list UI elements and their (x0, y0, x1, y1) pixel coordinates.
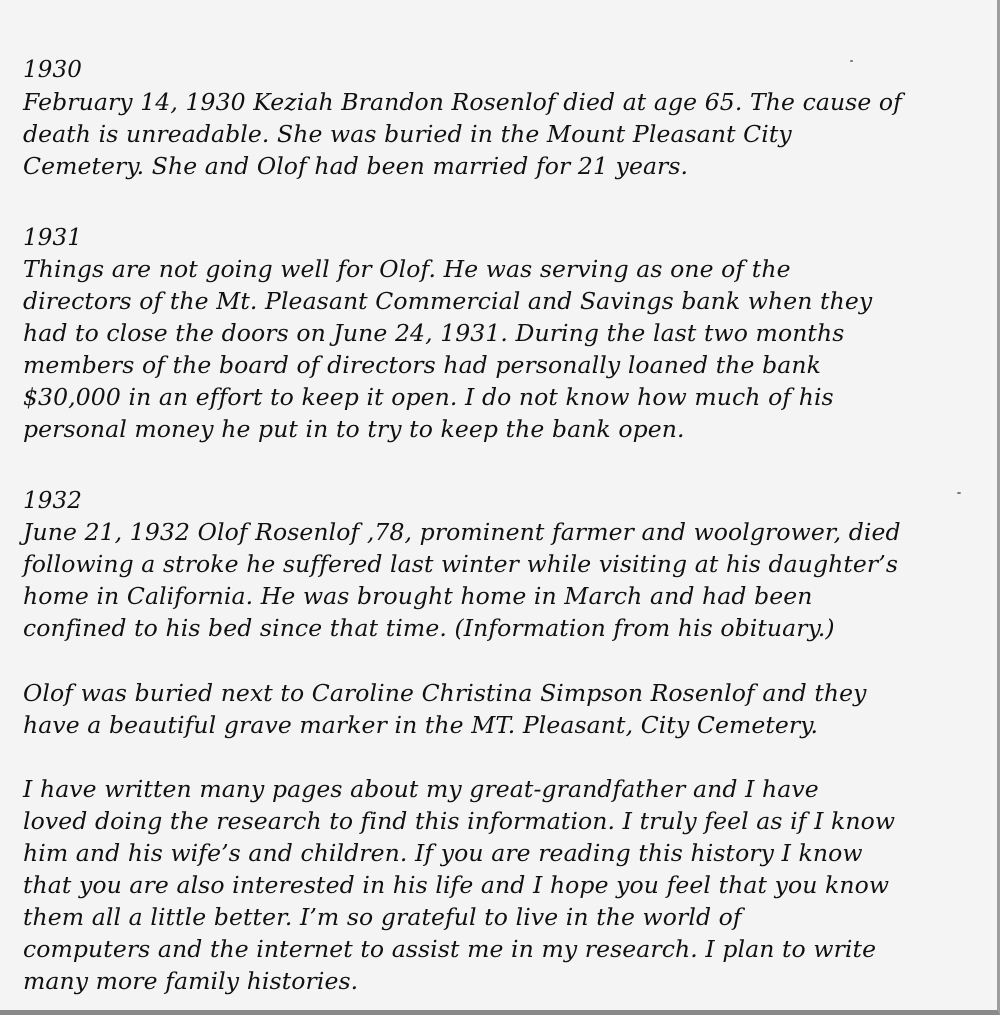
text-line: death is unreadable. She was buried in the Mount Pleasant City (23, 120, 792, 148)
text-line: many more family histories. (23, 967, 359, 995)
text-line: February 14, 1930 Keziah Brandon Rosenlof died at age 65. The cause of (23, 88, 902, 116)
text-line: Olof was buried next to Caroline Christina Simpson Rosenlof and they (23, 679, 867, 707)
text-line: him and his wife’s and children. If you are reading this history I know (23, 839, 863, 867)
text-line: have a beautiful grave marker in the MT. Pleasant, City Cemetery. (23, 711, 819, 739)
text-line: them all a little better. I’m so grateful to live in the world of (23, 903, 742, 931)
text-line: I have written many pages about my great-grandfather and I have (23, 775, 819, 803)
text-line: had to close the doors on June 24, 1931. During the last two months (23, 319, 845, 347)
text-line: June 21, 1932 Olof Rosenlof ,78, prominent farmer and woolgrower, died (23, 518, 901, 546)
text-line: home in California. He was brought home in March and had been (23, 582, 813, 610)
text-line: following a stroke he suffered last winter while visiting at his daughter’s (23, 550, 898, 578)
text-line: directors of the Mt. Pleasant Commercial and Savings bank when they (23, 287, 873, 315)
year-heading-1930: 1930 (23, 57, 82, 83)
scan-speck (957, 492, 961, 494)
text-line: that you are also interested in his life and I hope you feel that you know (23, 871, 890, 899)
text-line: personal money he put in to try to keep the bank open. (23, 415, 685, 443)
text-line: Things are not going well for Olof. He was serving as one of the (23, 255, 791, 283)
text-line: confined to his bed since that time. (Information from his obituary.) (23, 614, 835, 642)
text-line: loved doing the research to find this information. I truly feel as if I know (23, 807, 896, 835)
text-line: computers and the internet to assist me in my research. I plan to write (23, 935, 877, 963)
year-heading-1931: 1931 (23, 225, 82, 251)
text-line: Cemetery. She and Olof had been married for 21 years. (23, 152, 689, 180)
text-line: members of the board of directors had personally loaned the bank (23, 351, 821, 379)
year-heading-1932: 1932 (23, 488, 82, 514)
scan-speck (850, 60, 853, 62)
text-line: $30,000 in an effort to keep it open. I do not know how much of his (23, 383, 834, 411)
